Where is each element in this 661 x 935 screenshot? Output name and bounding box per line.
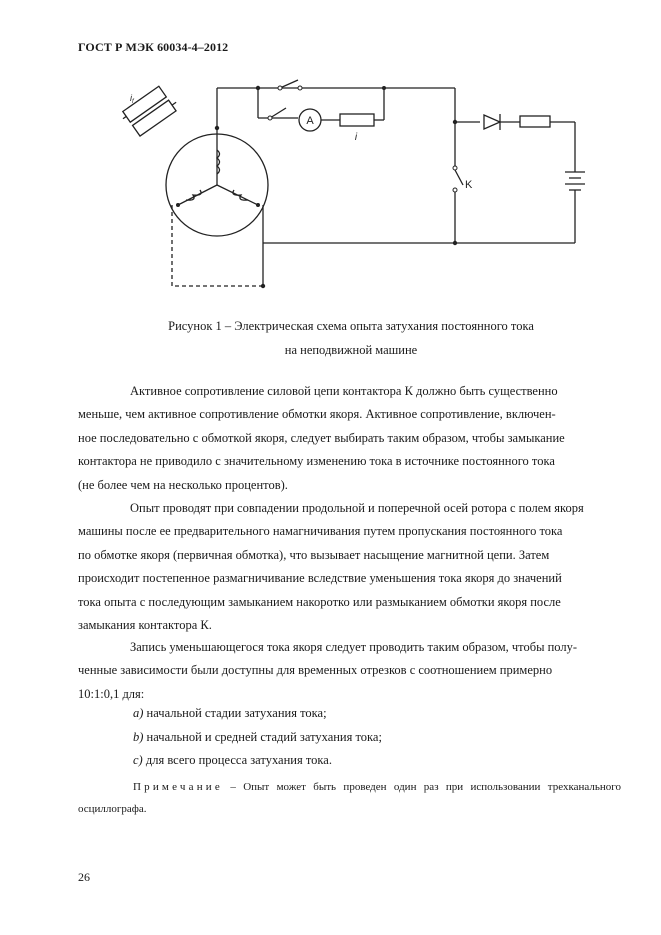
list-item: c) для всего процесса затухания тока. (133, 753, 332, 767)
paragraph-line: (не более чем на несколько процентов). (78, 477, 288, 492)
note-label: Примечание (133, 781, 223, 793)
paragraph-line: ное последовательно с обмоткой якоря, следует выбирать таким образом, чтобы замыкание (78, 430, 565, 445)
contactor-label: K (465, 179, 473, 191)
list-item: b) начальной и средней стадий затухания тока; (133, 730, 382, 744)
paragraph-line: происходит постепенное размагничивание вследствие уменьшения тока якоря до значений (78, 571, 562, 586)
paragraph-1 (78, 380, 621, 497)
ammeter-label: A (306, 115, 314, 127)
paragraph-line: замыкания контактора К. (78, 618, 212, 633)
paragraph-line: машины после ее предварительного намагничивания путем пропускания постоянного тока (78, 524, 563, 539)
circuit-diagram (0, 0, 661, 310)
paragraph-line: Активное сопротивление силовой цепи контактора К должно быть существенно (130, 384, 558, 398)
paragraph-line: меньше, чем активное сопротивление обмотки якоря. Активное сопротивление, включен- (78, 407, 556, 422)
paragraph-2 (78, 497, 621, 637)
document-header: ГОСТ Р МЭК 60034-4–2012 (78, 40, 229, 54)
field-current-subscript: f (132, 99, 134, 105)
note-text: – Опыт может быть проведен один раз при использовании трехканального осциллографа. (78, 781, 621, 815)
field-current-label: i (130, 93, 132, 103)
series-resistor (520, 116, 550, 127)
paragraph-line: тока опыта с последующим замыканием накоротко или размыканием обмотки якоря после (78, 594, 561, 609)
paragraph-line: 10:1:0,1 для: (78, 686, 145, 701)
paragraph-line: Запись уменьшающегося тока якоря следует проводить таким образом, чтобы полу- (130, 640, 578, 654)
star-winding (178, 145, 258, 205)
paragraph-line: по обмотке якоря (первичная обмотка), что вызывает насыщение магнитной цепи. Затем (78, 547, 550, 562)
page-number: 26 (78, 870, 90, 884)
resistor (340, 114, 374, 126)
note (78, 776, 621, 820)
paragraph-3 (78, 636, 621, 706)
diode (484, 115, 500, 129)
paragraph-line: Опыт проводят при совпадении продольной и поперечной осей ротора с полем якоря (130, 501, 584, 515)
figure-caption-line2: на неподвижной машине (284, 343, 418, 357)
list-item: a) начальной стадии затухания тока; (133, 706, 327, 720)
resistor-label: i (354, 132, 358, 143)
field-winding (120, 83, 181, 138)
figure-caption-line1: Рисунок 1 – Электрическая схема опыта затухания постоянного тока (168, 319, 534, 333)
paragraph-line: контактора не приводило с значительному изменению тока в источнике постоянного тока (78, 454, 555, 469)
paragraph-line: ченные зависимости были доступны для временных отрезков с соотношением примерно (78, 663, 553, 678)
